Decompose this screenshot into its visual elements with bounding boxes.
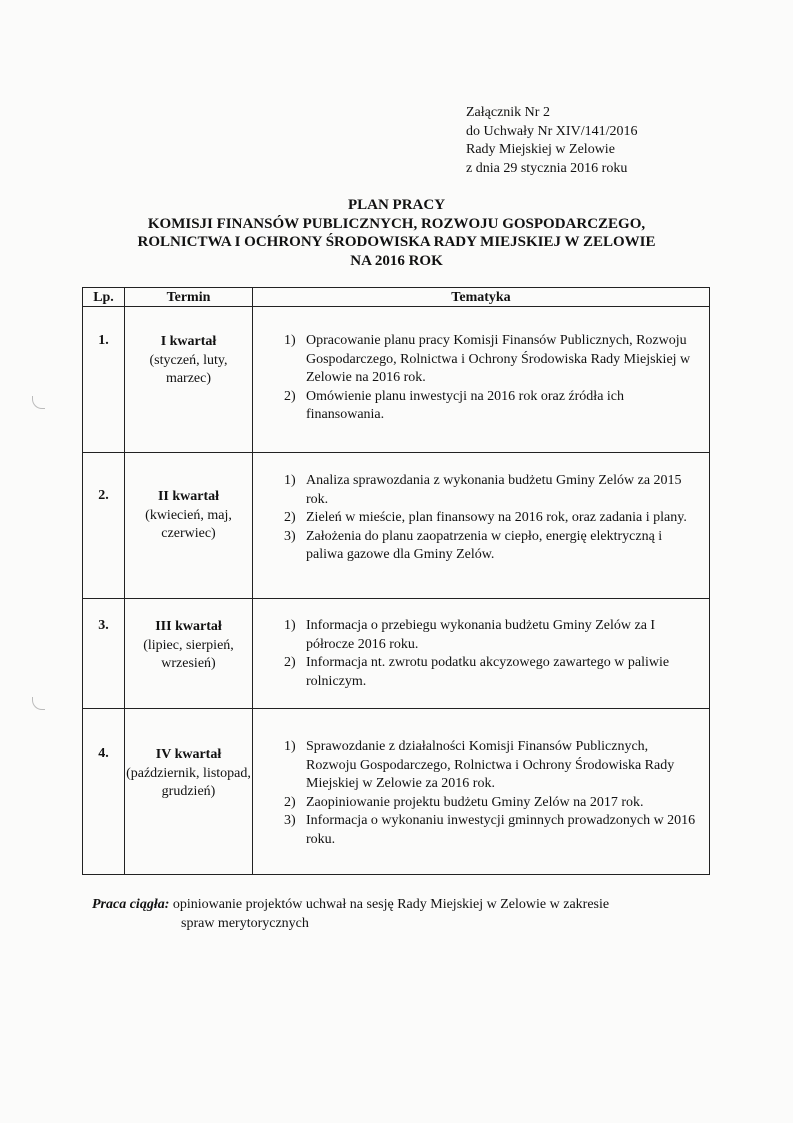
topic-number: 3) <box>284 528 296 544</box>
attachment-line: Załącznik Nr 2 <box>466 105 550 120</box>
topic-item <box>254 738 702 794</box>
topic-text: Założenia do planu zaopatrzenia w ciepło, energię elektryczną i paliwa gazowe dla Gminy Zelów. <box>306 528 663 562</box>
table-row <box>83 599 710 709</box>
topic-number: 1) <box>284 333 296 348</box>
topic-text: Informacja nt. zwrotu podatku akcyzowego zawartego w paliwie rolniczym. <box>306 655 670 689</box>
topic-text: Omówienie planu inwestycji na 2016 rok oraz źródła ich finansowania. <box>306 388 625 422</box>
topic-item <box>254 388 702 425</box>
document-title <box>0 196 793 270</box>
term-name: III kwartał <box>155 619 222 634</box>
term-name: II kwartał <box>157 489 220 504</box>
topic-item <box>254 528 702 565</box>
topic-text: Analiza sprawozdania z wykonania budżetu Gminy Zelów za 2015 rok. <box>306 473 682 507</box>
punch-hole-mark <box>32 697 45 710</box>
topic-item <box>254 509 702 528</box>
attachment-line: Rady Miejskiej w Zelowie <box>466 142 615 157</box>
topics-cell <box>253 453 710 599</box>
continuous-work-label: Praca ciągła: <box>92 897 170 912</box>
topic-number: 3) <box>284 813 296 828</box>
attachment-note <box>466 104 637 178</box>
topic-item <box>254 332 702 388</box>
punch-hole-mark <box>32 396 45 409</box>
topic-number: 2) <box>284 794 296 810</box>
table-row <box>83 453 710 599</box>
continuous-work-text-continued: spraw merytorycznych <box>181 915 309 931</box>
term-cell <box>125 453 253 599</box>
topic-item <box>254 812 702 849</box>
title-line: NA 2016 ROK <box>350 252 443 269</box>
table-header-row <box>83 288 710 307</box>
term-cell <box>125 709 253 875</box>
topic-text: Sprawozdanie z działalności Komisji Finansów Publicznych, Rozwoju Gospodarczego, Rolnictwa i Ochrony Środowiska Rady Miejskiej w Zelowie za 2016 rok. <box>306 739 675 791</box>
topic-number: 2) <box>284 510 296 525</box>
header-lp: Lp. <box>83 288 125 307</box>
term-months: (kwiecień, maj, czerwiec) <box>145 507 232 541</box>
topic-text: Informacja o wykonaniu inwestycji gminnych prowadzonych w 2016 roku. <box>306 813 696 847</box>
topic-item <box>254 794 702 813</box>
topic-number: 2) <box>284 388 296 404</box>
term-months: (styczeń, luty, marzec) <box>149 352 228 386</box>
continuous-work-note <box>92 896 712 933</box>
work-plan-table <box>82 287 710 875</box>
topic-text: Opracowanie planu pracy Komisji Finansów Publicznych, Rozwoju Gospodarczego, Rolnictwa i Ochrony Środowiska Rady Miejskiej w Zelowie na 2016 rok. <box>306 333 691 385</box>
header-tematyka: Tematyka <box>253 288 710 307</box>
table-row <box>83 709 710 875</box>
attachment-line: do Uchwały Nr XIV/141/2016 <box>466 123 638 139</box>
term-months: (lipiec, sierpień, wrzesień) <box>143 637 234 671</box>
topic-number: 2) <box>284 655 296 670</box>
topic-item <box>254 617 702 654</box>
term-cell <box>125 307 253 453</box>
topic-item <box>254 472 702 509</box>
topic-text: Zieleń w mieście, plan finansowy na 2016 rok, oraz zadania i plany. <box>306 510 687 525</box>
term-name: I kwartał <box>160 334 217 349</box>
term-cell <box>125 599 253 709</box>
title-line: PLAN PRACY <box>347 197 446 213</box>
topic-number: 1) <box>284 618 296 633</box>
row-number: 4. <box>83 709 125 875</box>
term-name: IV kwartał <box>155 747 222 762</box>
title-line: ROLNICTWA I OCHRONY ŚRODOWISKA RADY MIEJSKIEJ W ZELOWIE <box>137 234 656 250</box>
topic-text: Informacja o przebiegu wykonania budżetu Gminy Zelów za I półrocze 2016 roku. <box>306 618 656 652</box>
table-row <box>83 307 710 453</box>
continuous-work-text: opiniowanie projektów uchwał na sesję Rady Miejskiej w Zelowie w zakresie <box>172 897 610 912</box>
row-number: 2. <box>83 453 125 599</box>
topic-text: Zaopiniowanie projektu budżetu Gminy Zelów na 2017 rok. <box>306 794 644 810</box>
topic-number: 1) <box>284 473 296 488</box>
topic-number: 1) <box>284 739 296 754</box>
attachment-line: z dnia 29 stycznia 2016 roku <box>466 160 628 176</box>
term-months: (październik, listopad, grudzień) <box>126 765 251 799</box>
header-termin: Termin <box>125 288 253 307</box>
topics-cell <box>253 599 710 709</box>
topics-cell <box>253 307 710 453</box>
row-number: 1. <box>83 307 125 453</box>
title-line: KOMISJI FINANSÓW PUBLICZNYCH, ROZWOJU GOSPODARCZEGO, <box>147 215 646 232</box>
row-number: 3. <box>83 599 125 709</box>
topics-cell <box>253 709 710 875</box>
topic-item <box>254 654 702 691</box>
